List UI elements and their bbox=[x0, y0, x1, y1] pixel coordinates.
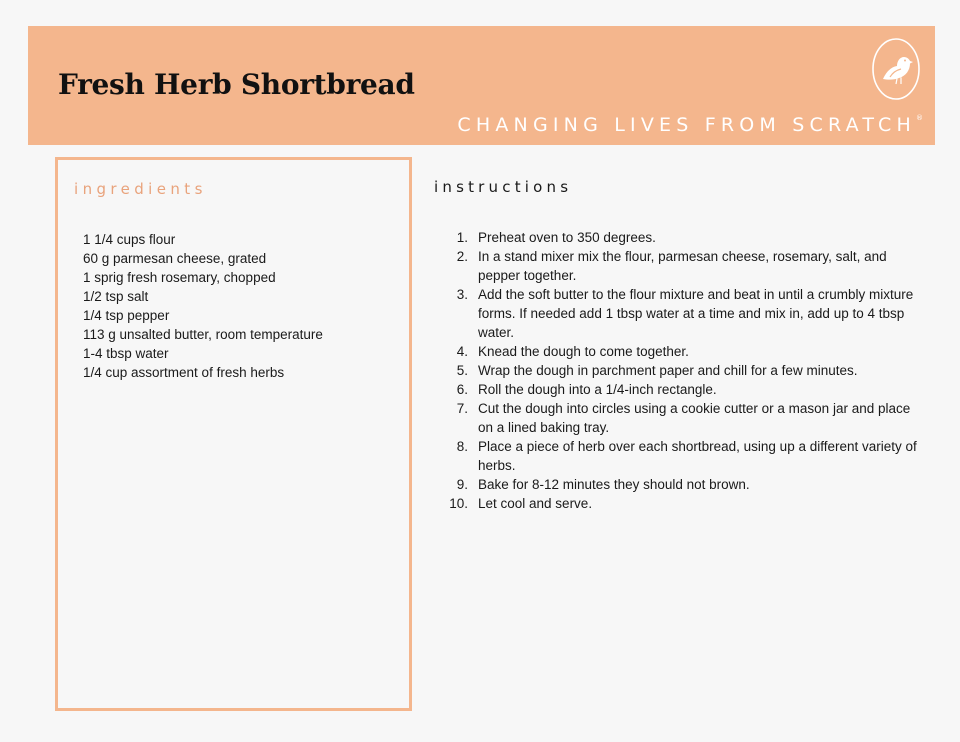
step-text: Cut the dough into circles using a cookie cutter or a mason jar and place on a lined baking tray. bbox=[478, 401, 911, 435]
step-text: In a stand mixer mix the flour, parmesan cheese, rosemary, salt, and pepper together. bbox=[478, 249, 887, 283]
tagline bbox=[457, 114, 923, 136]
step-text: Preheat oven to 350 degrees. bbox=[478, 230, 656, 245]
step-number: 1. bbox=[456, 230, 468, 245]
step-number: 9. bbox=[456, 477, 468, 492]
ingredient-item: 1/2 tsp salt bbox=[83, 289, 149, 304]
step-text: Wrap the dough in parchment paper and chill for a few minutes. bbox=[478, 363, 858, 378]
tagline-text: CHANGING LIVES FROM SCRATCH bbox=[457, 114, 916, 136]
ingredient-item: 113 g unsalted butter, room temperature bbox=[83, 327, 323, 342]
step-text: Add the soft butter to the flour mixture and beat in until a crumbly mixture forms. If needed add 1 tbsp water at a time and mix in, add up to 4 tbsp water. bbox=[478, 287, 914, 340]
step-number: 7. bbox=[456, 401, 468, 416]
instruction-step bbox=[446, 437, 924, 475]
instruction-step bbox=[446, 494, 924, 513]
ingredient-item: 1 sprig fresh rosemary, chopped bbox=[83, 270, 276, 285]
instruction-step bbox=[446, 361, 924, 380]
bird-icon bbox=[870, 36, 922, 102]
instruction-step bbox=[446, 285, 924, 342]
step-text: Knead the dough to come together. bbox=[478, 344, 689, 359]
ingredients-panel bbox=[55, 157, 412, 711]
header-banner bbox=[28, 26, 935, 145]
ingredient-item: 1/4 tsp pepper bbox=[83, 308, 170, 323]
step-number: 2. bbox=[456, 249, 468, 264]
ingredient-item: 1/4 cup assortment of fresh herbs bbox=[83, 365, 285, 380]
instructions-heading: instructions bbox=[434, 178, 573, 196]
ingredient-item: 1 1/4 cups flour bbox=[83, 232, 176, 247]
trademark-mark: ® bbox=[916, 114, 923, 122]
ingredients-list bbox=[83, 230, 323, 382]
instruction-step bbox=[446, 475, 924, 494]
step-text: Bake for 8-12 minutes they should not brown. bbox=[478, 477, 750, 492]
instruction-step bbox=[446, 399, 924, 437]
instruction-step bbox=[446, 342, 924, 361]
recipe-title: Fresh Herb Shortbread bbox=[58, 68, 415, 101]
step-text: Let cool and serve. bbox=[478, 496, 593, 511]
step-text: Roll the dough into a 1/4-inch rectangle. bbox=[478, 382, 717, 397]
step-number: 8. bbox=[456, 439, 468, 454]
ingredient-item: 1-4 tbsp water bbox=[83, 346, 169, 361]
step-number: 10. bbox=[449, 496, 468, 511]
instructions-list bbox=[446, 228, 924, 513]
step-number: 6. bbox=[456, 382, 468, 397]
step-text: Place a piece of herb over each shortbread, using up a different variety of herbs. bbox=[478, 439, 917, 473]
ingredients-heading: ingredients bbox=[74, 180, 207, 198]
step-number: 4. bbox=[456, 344, 468, 359]
instruction-step bbox=[446, 380, 924, 399]
instruction-step bbox=[446, 247, 924, 285]
step-number: 3. bbox=[456, 287, 468, 302]
instruction-step bbox=[446, 228, 924, 247]
step-number: 5. bbox=[456, 363, 468, 378]
ingredient-item: 60 g parmesan cheese, grated bbox=[83, 251, 267, 266]
